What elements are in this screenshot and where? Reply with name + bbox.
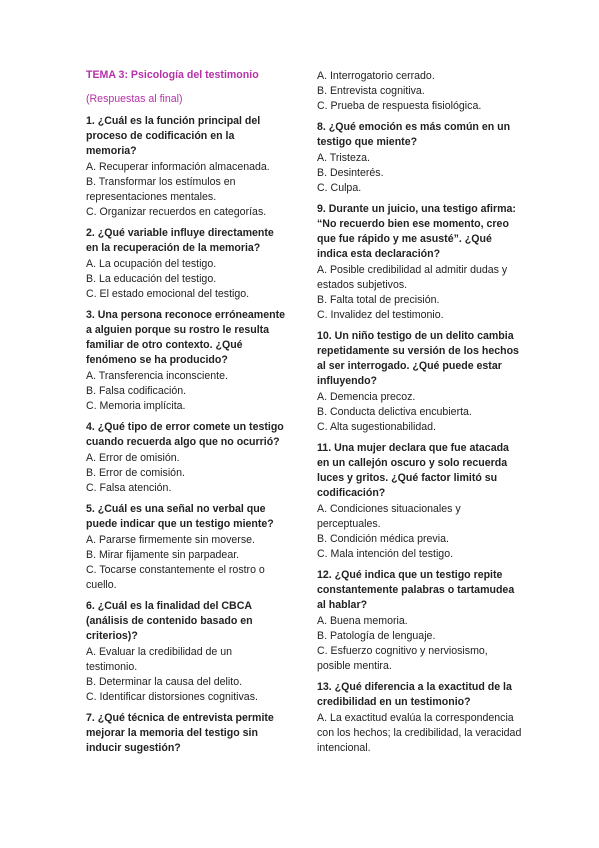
option-a: A. La ocupación del testigo. bbox=[86, 258, 217, 270]
option-c: C. Invalidez del testimonio. bbox=[317, 309, 444, 321]
question-7-options bbox=[317, 69, 522, 114]
option-a: A. Buena memoria. bbox=[317, 615, 408, 627]
question-text: 6. ¿Cuál es la finalidad del CBCA (análisis de contenido basado en criterios)? bbox=[86, 600, 253, 642]
option-b: B. Desinterés. bbox=[317, 167, 384, 179]
question-5 bbox=[86, 502, 286, 593]
question-text: 3. Una persona reconoce erróneamente a alguien porque su rostro le resulta familiar de otro contexto. ¿Qué fenómeno se ha producido? bbox=[86, 309, 286, 366]
question-8 bbox=[317, 120, 522, 196]
question-text: 1. ¿Cuál es la función principal del proceso de codificación en la memoria? bbox=[86, 115, 261, 157]
option-c: C. Alta sugestionabilidad. bbox=[317, 421, 436, 433]
option-a: A. Interrogatorio cerrado. bbox=[317, 70, 435, 82]
option-c: C. Esfuerzo cognitivo y nerviosismo, posible mentira. bbox=[317, 645, 488, 672]
option-c: C. Tocarse constantemente el rostro o cuello. bbox=[86, 564, 265, 591]
option-b: B. Falsa codificación. bbox=[86, 385, 187, 397]
question-9 bbox=[317, 202, 522, 323]
question-1 bbox=[86, 114, 286, 220]
option-c: C. Culpa. bbox=[317, 182, 362, 194]
question-text: 13. ¿Qué diferencia a la exactitud de la credibilidad en un testimonio? bbox=[317, 681, 512, 708]
question-3 bbox=[86, 308, 286, 414]
question-text: 4. ¿Qué tipo de error comete un testigo cuando recuerda algo que no ocurrió? bbox=[86, 421, 284, 448]
option-c: C. Mala intención del testigo. bbox=[317, 548, 454, 560]
option-b: B. Entrevista cognitiva. bbox=[317, 85, 425, 97]
option-c: C. Organizar recuerdos en categorías. bbox=[86, 206, 267, 218]
option-c: C. Prueba de respuesta fisiológica. bbox=[317, 100, 482, 112]
option-a: A. Recuperar información almacenada. bbox=[86, 161, 270, 173]
question-10 bbox=[317, 329, 522, 435]
document-title: TEMA 3: Psicología del testimonio bbox=[86, 69, 259, 81]
option-b: B. Conducta delictiva encubierta. bbox=[317, 406, 472, 418]
option-c: C. Identificar distorsiones cognitivas. bbox=[86, 691, 258, 703]
option-a: A. Condiciones situacionales y perceptuales. bbox=[317, 503, 461, 530]
option-a: A. Transferencia inconsciente. bbox=[86, 370, 228, 382]
question-text: 10. Un niño testigo de un delito cambia repetidamente su versión de los hechos al ser interrogado. ¿Qué puede estar influyendo? bbox=[317, 330, 519, 387]
left-column bbox=[86, 68, 286, 762]
option-b: B. Error de comisión. bbox=[86, 467, 185, 479]
question-13 bbox=[317, 680, 522, 756]
option-b: B. Transformar los estímulos en representaciones mentales. bbox=[86, 176, 236, 203]
question-2 bbox=[86, 226, 286, 302]
option-a: A. Pararse firmemente sin moverse. bbox=[86, 534, 255, 546]
question-text: 9. Durante un juicio, una testigo afirma: “No recuerdo bien ese momento, creo que fue rápido y me asusté”. ¿Qué indica esta declaración? bbox=[317, 203, 516, 260]
option-b: B. Condición médica previa. bbox=[317, 533, 449, 545]
option-a: A. Evaluar la credibilidad de un testimonio. bbox=[86, 646, 233, 673]
question-6 bbox=[86, 599, 286, 705]
option-b: B. La educación del testigo. bbox=[86, 273, 217, 285]
option-c: C. Falsa atención. bbox=[86, 482, 172, 494]
option-a: A. La exactitud evalúa la correspondencia con los hechos; la credibilidad, la veracidad intencional. bbox=[317, 712, 522, 754]
option-b: B. Mirar fijamente sin parpadear. bbox=[86, 549, 240, 561]
question-text: 5. ¿Cuál es una señal no verbal que puede indicar que un testigo miente? bbox=[86, 503, 274, 530]
option-b: B. Determinar la causa del delito. bbox=[86, 676, 243, 688]
question-4 bbox=[86, 420, 286, 496]
question-11 bbox=[317, 441, 522, 562]
option-c: C. Memoria implícita. bbox=[86, 400, 186, 412]
option-a: A. Error de omisión. bbox=[86, 452, 180, 464]
right-column bbox=[317, 69, 522, 762]
question-text: 8. ¿Qué emoción es más común en un testigo que miente? bbox=[317, 121, 511, 148]
question-7 bbox=[86, 711, 286, 756]
option-b: B. Patología de lenguaje. bbox=[317, 630, 436, 642]
option-a: A. Tristeza. bbox=[317, 152, 370, 164]
question-text: 12. ¿Qué indica que un testigo repite constantemente palabras o tartamudea al hablar? bbox=[317, 569, 515, 611]
question-12 bbox=[317, 568, 522, 674]
option-b: B. Falta total de precisión. bbox=[317, 294, 440, 306]
question-text: 2. ¿Qué variable influye directamente en la recuperación de la memoria? bbox=[86, 227, 274, 254]
document-subtitle: (Respuestas al final) bbox=[86, 93, 183, 105]
option-a: A. Demencia precoz. bbox=[317, 391, 416, 403]
option-c: C. El estado emocional del testigo. bbox=[86, 288, 250, 300]
question-text: 7. ¿Qué técnica de entrevista permite mejorar la memoria del testigo sin inducir sugestión? bbox=[86, 712, 274, 754]
option-a: A. Posible credibilidad al admitir dudas y estados subjetivos. bbox=[317, 264, 508, 291]
question-text: 11. Una mujer declara que fue atacada en un callejón oscuro y solo recuerda luces y gritos. ¿Qué factor limitó su codificación? bbox=[317, 442, 509, 499]
